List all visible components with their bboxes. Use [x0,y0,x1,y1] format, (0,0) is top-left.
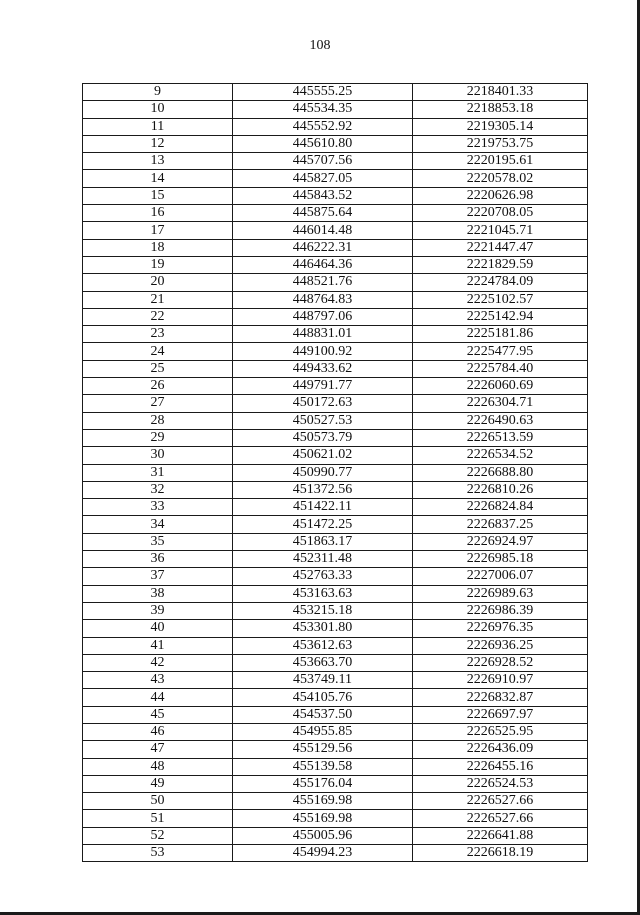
table-row [83,274,588,291]
point-number-cell: 11 [83,118,233,135]
table-row [83,135,588,152]
y-coordinate-cell: 2226697.97 [413,706,588,723]
table-row [83,222,588,239]
x-coordinate-cell: 455176.04 [233,775,413,792]
point-number-cell: 33 [83,499,233,516]
x-coordinate-cell: 452763.33 [233,568,413,585]
x-coordinate-cell: 445610.80 [233,135,413,152]
point-number-cell: 39 [83,602,233,619]
point-number-cell: 18 [83,239,233,256]
point-number-cell: 35 [83,533,233,550]
x-coordinate-cell: 446222.31 [233,239,413,256]
point-number-cell: 9 [83,84,233,101]
x-coordinate-cell: 455005.96 [233,827,413,844]
table-row [83,585,588,602]
point-number-cell: 34 [83,516,233,533]
table-row [83,118,588,135]
y-coordinate-cell: 2226928.52 [413,654,588,671]
table-row [83,395,588,412]
x-coordinate-cell: 455129.56 [233,741,413,758]
point-number-cell: 52 [83,827,233,844]
table-row [83,170,588,187]
x-coordinate-cell: 450172.63 [233,395,413,412]
y-coordinate-cell: 2225784.40 [413,360,588,377]
table-row [83,741,588,758]
y-coordinate-cell: 2226924.97 [413,533,588,550]
x-coordinate-cell: 451422.11 [233,499,413,516]
x-coordinate-cell: 453612.63 [233,637,413,654]
table-row [83,533,588,550]
x-coordinate-cell: 455169.98 [233,793,413,810]
y-coordinate-cell: 2226986.39 [413,602,588,619]
table-row [83,481,588,498]
y-coordinate-cell: 2226641.88 [413,827,588,844]
page-number: 108 [309,38,331,53]
point-number-cell: 49 [83,775,233,792]
point-number-cell: 27 [83,395,233,412]
point-number-cell: 51 [83,810,233,827]
x-coordinate-cell: 453215.18 [233,602,413,619]
point-number-cell: 43 [83,672,233,689]
coordinates-table-body [83,84,588,862]
y-coordinate-cell: 2226527.66 [413,810,588,827]
table-row [83,326,588,343]
y-coordinate-cell: 2226455.16 [413,758,588,775]
table-row [83,637,588,654]
y-coordinate-cell: 2226910.97 [413,672,588,689]
x-coordinate-cell: 455139.58 [233,758,413,775]
x-coordinate-cell: 445552.92 [233,118,413,135]
table-row [83,706,588,723]
x-coordinate-cell: 453163.63 [233,585,413,602]
x-coordinate-cell: 450573.79 [233,429,413,446]
y-coordinate-cell: 2225142.94 [413,308,588,325]
x-coordinate-cell: 448797.06 [233,308,413,325]
point-number-cell: 22 [83,308,233,325]
y-coordinate-cell: 2218853.18 [413,101,588,118]
y-coordinate-cell: 2226824.84 [413,499,588,516]
y-coordinate-cell: 2219753.75 [413,135,588,152]
table-row [83,775,588,792]
point-number-cell: 29 [83,429,233,446]
y-coordinate-cell: 2226985.18 [413,551,588,568]
table-row [83,758,588,775]
y-coordinate-cell: 2226688.80 [413,464,588,481]
table-row [83,153,588,170]
table-row [83,308,588,325]
y-coordinate-cell: 2226989.63 [413,585,588,602]
y-coordinate-cell: 2226513.59 [413,429,588,446]
table-row [83,516,588,533]
y-coordinate-cell: 2226936.25 [413,637,588,654]
y-coordinate-cell: 2225477.95 [413,343,588,360]
table-row [83,205,588,222]
point-number-cell: 14 [83,170,233,187]
x-coordinate-cell: 451863.17 [233,533,413,550]
table-row [83,827,588,844]
table-row [83,672,588,689]
table-row [83,568,588,585]
x-coordinate-cell: 453301.80 [233,620,413,637]
y-coordinate-cell: 2220578.02 [413,170,588,187]
table-row [83,723,588,740]
table-row [83,343,588,360]
point-number-cell: 15 [83,187,233,204]
point-number-cell: 44 [83,689,233,706]
point-number-cell: 20 [83,274,233,291]
x-coordinate-cell: 449100.92 [233,343,413,360]
y-coordinate-cell: 2226524.53 [413,775,588,792]
x-coordinate-cell: 449791.77 [233,378,413,395]
table-row [83,602,588,619]
y-coordinate-cell: 2219305.14 [413,118,588,135]
point-number-cell: 23 [83,326,233,343]
point-number-cell: 16 [83,205,233,222]
point-number-cell: 47 [83,741,233,758]
x-coordinate-cell: 453749.11 [233,672,413,689]
x-coordinate-cell: 445843.52 [233,187,413,204]
y-coordinate-cell: 2226618.19 [413,845,588,862]
point-number-cell: 10 [83,101,233,118]
table-row [83,845,588,862]
point-number-cell: 36 [83,551,233,568]
point-number-cell: 28 [83,412,233,429]
table-row [83,84,588,101]
table-row [83,412,588,429]
table-row [83,187,588,204]
point-number-cell: 32 [83,481,233,498]
x-coordinate-cell: 448521.76 [233,274,413,291]
x-coordinate-cell: 453663.70 [233,654,413,671]
table-row [83,360,588,377]
table-row [83,551,588,568]
y-coordinate-cell: 2224784.09 [413,274,588,291]
x-coordinate-cell: 451372.56 [233,481,413,498]
point-number-cell: 13 [83,153,233,170]
x-coordinate-cell: 446014.48 [233,222,413,239]
y-coordinate-cell: 2221447.47 [413,239,588,256]
table-row [83,429,588,446]
y-coordinate-cell: 2225181.86 [413,326,588,343]
table-row [83,654,588,671]
x-coordinate-cell: 454105.76 [233,689,413,706]
x-coordinate-cell: 450621.02 [233,447,413,464]
point-number-cell: 26 [83,378,233,395]
x-coordinate-cell: 455169.98 [233,810,413,827]
table-row [83,101,588,118]
x-coordinate-cell: 445555.25 [233,84,413,101]
x-coordinate-cell: 445534.35 [233,101,413,118]
x-coordinate-cell: 454994.23 [233,845,413,862]
table-row [83,378,588,395]
y-coordinate-cell: 2226304.71 [413,395,588,412]
x-coordinate-cell: 448831.01 [233,326,413,343]
y-coordinate-cell: 2220708.05 [413,205,588,222]
table-row [83,447,588,464]
table-row [83,689,588,706]
y-coordinate-cell: 2226832.87 [413,689,588,706]
point-number-cell: 17 [83,222,233,239]
x-coordinate-cell: 445827.05 [233,170,413,187]
point-number-cell: 38 [83,585,233,602]
x-coordinate-cell: 451472.25 [233,516,413,533]
y-coordinate-cell: 2221829.59 [413,256,588,273]
table-row [83,256,588,273]
x-coordinate-cell: 450527.53 [233,412,413,429]
point-number-cell: 37 [83,568,233,585]
x-coordinate-cell: 448764.83 [233,291,413,308]
y-coordinate-cell: 2226527.66 [413,793,588,810]
table-row [83,464,588,481]
table-row [83,620,588,637]
point-number-cell: 45 [83,706,233,723]
table-row [83,291,588,308]
point-number-cell: 24 [83,343,233,360]
y-coordinate-cell: 2226837.25 [413,516,588,533]
point-number-cell: 48 [83,758,233,775]
x-coordinate-cell: 454955.85 [233,723,413,740]
point-number-cell: 40 [83,620,233,637]
point-number-cell: 19 [83,256,233,273]
y-coordinate-cell: 2220626.98 [413,187,588,204]
y-coordinate-cell: 2226976.35 [413,620,588,637]
x-coordinate-cell: 454537.50 [233,706,413,723]
y-coordinate-cell: 2226534.52 [413,447,588,464]
point-number-cell: 46 [83,723,233,740]
x-coordinate-cell: 445707.56 [233,153,413,170]
x-coordinate-cell: 449433.62 [233,360,413,377]
y-coordinate-cell: 2225102.57 [413,291,588,308]
point-number-cell: 12 [83,135,233,152]
y-coordinate-cell: 2227006.07 [413,568,588,585]
point-number-cell: 30 [83,447,233,464]
point-number-cell: 53 [83,845,233,862]
table-row [83,810,588,827]
point-number-cell: 42 [83,654,233,671]
point-number-cell: 21 [83,291,233,308]
y-coordinate-cell: 2226436.09 [413,741,588,758]
x-coordinate-cell: 452311.48 [233,551,413,568]
y-coordinate-cell: 2218401.33 [413,84,588,101]
y-coordinate-cell: 2226525.95 [413,723,588,740]
y-coordinate-cell: 2226810.26 [413,481,588,498]
y-coordinate-cell: 2226490.63 [413,412,588,429]
y-coordinate-cell: 2221045.71 [413,222,588,239]
table-row [83,499,588,516]
x-coordinate-cell: 446464.36 [233,256,413,273]
point-number-cell: 31 [83,464,233,481]
point-number-cell: 50 [83,793,233,810]
y-coordinate-cell: 2226060.69 [413,378,588,395]
coordinates-table [82,83,588,862]
point-number-cell: 25 [83,360,233,377]
table-row [83,793,588,810]
x-coordinate-cell: 450990.77 [233,464,413,481]
x-coordinate-cell: 445875.64 [233,205,413,222]
y-coordinate-cell: 2220195.61 [413,153,588,170]
table-row [83,239,588,256]
point-number-cell: 41 [83,637,233,654]
